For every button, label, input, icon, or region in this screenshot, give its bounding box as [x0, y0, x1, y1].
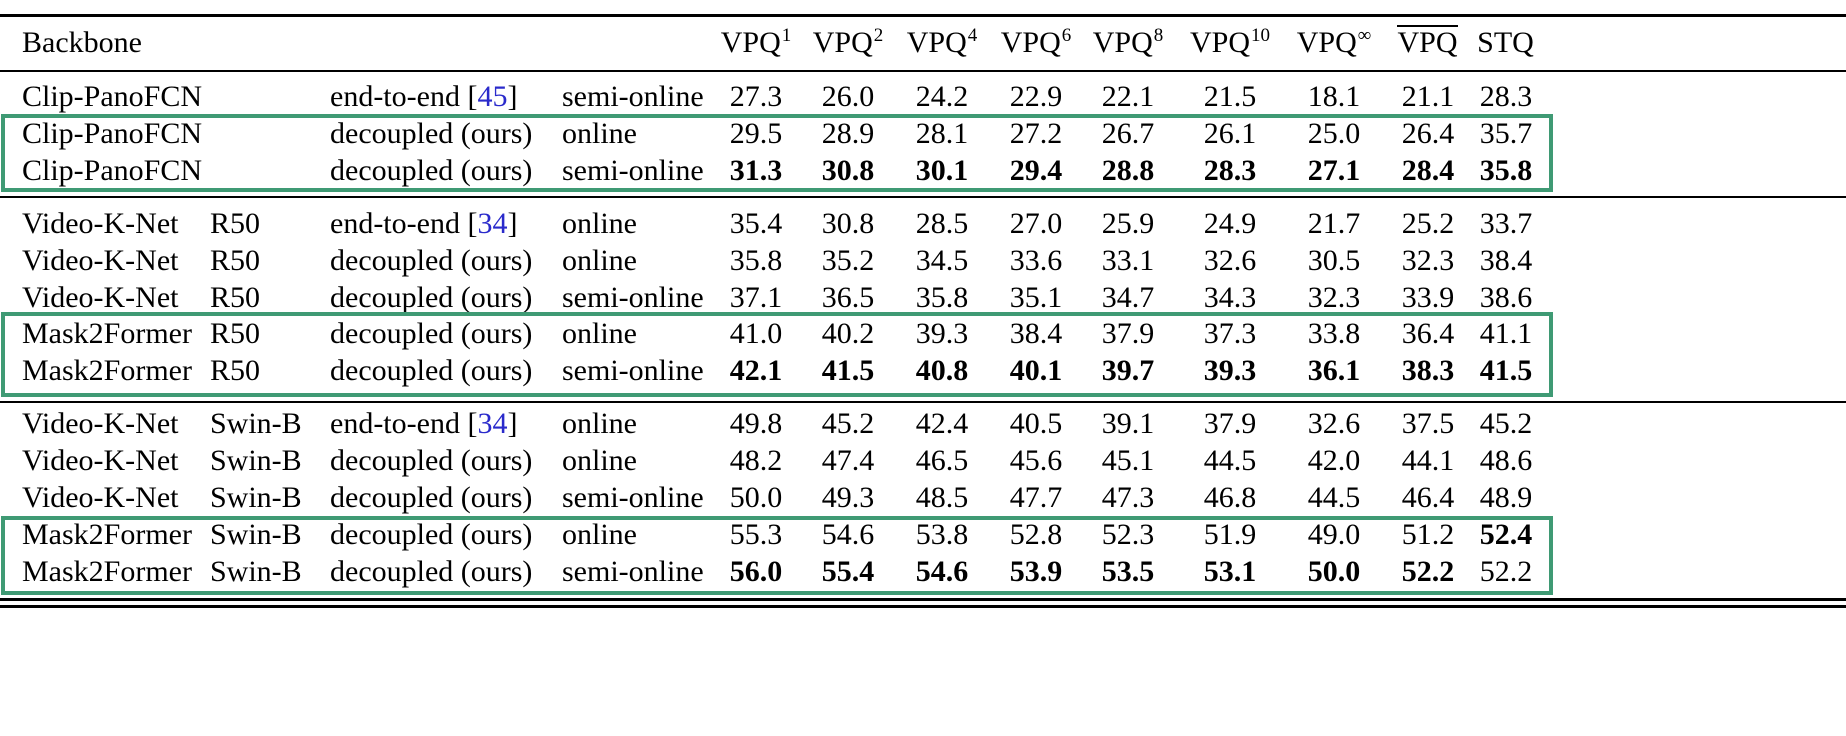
cell-backbone: Swin-B: [210, 481, 302, 514]
header-metric: [892, 22, 992, 64]
cell-value: 50.0: [1307, 555, 1361, 588]
cell-value: 28.9: [821, 117, 875, 150]
cell-value: 27.1: [1307, 154, 1361, 187]
cell-value: 38.4: [1009, 317, 1063, 350]
cell-value: 34.3: [1203, 281, 1257, 314]
table-row: [0, 440, 1846, 482]
cell-value: 35.2: [821, 244, 875, 277]
header-metric-base: VPQ: [1000, 26, 1061, 59]
cell-value: 40.8: [915, 354, 969, 387]
cell-backbone: R50: [210, 317, 261, 350]
cell-value: 28.1: [915, 117, 969, 150]
cell-value: 35.7: [1479, 117, 1533, 150]
cell-training: [330, 76, 517, 118]
group-rule-2: [0, 401, 1846, 403]
cell-training: [330, 403, 517, 445]
cell-value: 39.3: [1203, 354, 1257, 387]
cell-backbone: Swin-B: [210, 555, 302, 588]
cell-value: 27.0: [1009, 207, 1063, 240]
header-metric-sup: 8: [1153, 25, 1164, 46]
cell-mode: semi-online: [562, 154, 704, 187]
table-row: [0, 203, 1846, 245]
table-row: [0, 477, 1846, 519]
cell-value: 53.5: [1101, 555, 1155, 588]
training-text: end-to-end [: [330, 207, 478, 240]
cell-value: 32.6: [1307, 407, 1361, 440]
cell-value: 29.5: [729, 117, 783, 150]
cell-value: 53.9: [1009, 555, 1063, 588]
cell-value: 52.2: [1479, 555, 1533, 588]
header-metric: [1180, 22, 1280, 64]
cell-value: 41.1: [1479, 317, 1533, 350]
cell-value: 21.1: [1401, 80, 1455, 113]
training-text: decoupled (ours): [330, 555, 533, 588]
cell-model: Video-K-Net: [22, 444, 179, 477]
cell-training: [330, 240, 532, 282]
top-rule: [0, 14, 1846, 17]
cell-value: 24.9: [1203, 207, 1257, 240]
cell-value: 26.4: [1401, 117, 1455, 150]
cell-value: 50.0: [729, 481, 783, 514]
highlight-box-clip-panofcn: [1, 114, 1553, 192]
cell-model: Mask2Former: [22, 317, 192, 350]
training-text: end-to-end [: [330, 80, 478, 113]
cell-value: 32.3: [1401, 244, 1455, 277]
citation-link[interactable]: 45: [477, 80, 508, 113]
cell-value: 36.4: [1401, 317, 1455, 350]
cell-value: 28.4: [1401, 154, 1455, 187]
citation-bracket: ]: [507, 80, 518, 113]
cell-training: [330, 477, 532, 519]
cell-value: 38.6: [1479, 281, 1533, 314]
cell-value: 32.3: [1307, 281, 1361, 314]
header-metric-base: VPQ: [906, 26, 967, 59]
header-metric-base: VPQ: [1296, 26, 1357, 59]
cell-value: 49.8: [729, 407, 783, 440]
cell-value: 45.1: [1101, 444, 1155, 477]
header-metric: [986, 22, 1086, 64]
header-metric-base: VPQ: [812, 26, 873, 59]
cell-value: 33.9: [1401, 281, 1455, 314]
cell-value: 41.5: [1479, 354, 1533, 387]
citation-bracket: ]: [507, 407, 518, 440]
cell-value: 18.1: [1307, 80, 1361, 113]
cell-value: 30.5: [1307, 244, 1361, 277]
cell-value: 26.7: [1101, 117, 1155, 150]
cell-value: 37.3: [1203, 317, 1257, 350]
training-text: decoupled (ours): [330, 481, 533, 514]
header-metric-base: VPQ: [1189, 26, 1250, 59]
cell-value: 47.4: [821, 444, 875, 477]
cell-value: 40.2: [821, 317, 875, 350]
cell-backbone: R50: [210, 354, 261, 387]
cell-value: 29.4: [1009, 154, 1063, 187]
cell-mode: online: [562, 117, 637, 150]
cell-value: 40.1: [1009, 354, 1063, 387]
cell-model: Clip-PanoFCN: [22, 117, 203, 150]
training-text: decoupled (ours): [330, 444, 533, 477]
cell-backbone: Swin-B: [210, 407, 302, 440]
header-metric-sup: 4: [967, 25, 978, 46]
cell-value: 39.3: [915, 317, 969, 350]
training-text: decoupled (ours): [330, 518, 533, 551]
cell-value: 45.2: [1479, 407, 1533, 440]
cell-value: 42.1: [729, 354, 783, 387]
header-backbone: Backbone: [22, 26, 142, 59]
citation-link[interactable]: 34: [477, 407, 508, 440]
cell-value: 32.6: [1203, 244, 1257, 277]
header-metric: [1078, 22, 1178, 64]
table-row: [0, 76, 1846, 118]
cell-value: 35.1: [1009, 281, 1063, 314]
cell-training: [330, 203, 517, 245]
cell-value: 52.3: [1101, 518, 1155, 551]
cell-value: 30.8: [821, 154, 875, 187]
cell-value: 54.6: [821, 518, 875, 551]
cell-value: 26.1: [1203, 117, 1257, 150]
cell-value: 47.3: [1101, 481, 1155, 514]
cell-value: 30.1: [915, 154, 969, 187]
cell-value: 37.9: [1101, 317, 1155, 350]
cell-model: Video-K-Net: [22, 281, 179, 314]
cell-value: 56.0: [729, 555, 783, 588]
table-row: [0, 240, 1846, 282]
cell-backbone: R50: [210, 281, 261, 314]
cell-value: 33.7: [1479, 207, 1533, 240]
cell-training: [330, 440, 532, 482]
cell-backbone: R50: [210, 207, 261, 240]
cell-value: 33.8: [1307, 317, 1361, 350]
cell-value: 40.5: [1009, 407, 1063, 440]
cell-value: 28.8: [1101, 154, 1155, 187]
cell-value: 36.5: [821, 281, 875, 314]
cell-value: 34.5: [915, 244, 969, 277]
header-metric-sup: 6: [1061, 25, 1072, 46]
cell-value: 49.0: [1307, 518, 1361, 551]
cell-model: Video-K-Net: [22, 481, 179, 514]
cell-value: 54.6: [915, 555, 969, 588]
citation-bracket: ]: [507, 207, 518, 240]
cell-mode: semi-online: [562, 80, 704, 113]
bottom-rule-1: [0, 598, 1846, 601]
cell-mode: online: [562, 407, 637, 440]
cell-value: 44.5: [1203, 444, 1257, 477]
cell-mode: semi-online: [562, 281, 704, 314]
cell-value: 39.1: [1101, 407, 1155, 440]
cell-value: 28.3: [1479, 80, 1533, 113]
citation-link[interactable]: 34: [477, 207, 508, 240]
header-metric: [798, 22, 898, 64]
training-text: decoupled (ours): [330, 244, 533, 277]
cell-value: 37.9: [1203, 407, 1257, 440]
cell-value: 48.9: [1479, 481, 1533, 514]
header-metric: [1284, 22, 1384, 64]
cell-mode: online: [562, 444, 637, 477]
cell-value: 27.3: [729, 80, 783, 113]
cell-value: 45.2: [821, 407, 875, 440]
cell-model: Mask2Former: [22, 518, 192, 551]
header-metric-base: VPQ: [1092, 26, 1153, 59]
cell-mode: online: [562, 207, 637, 240]
cell-model: Mask2Former: [22, 555, 192, 588]
cell-value: 44.1: [1401, 444, 1455, 477]
cell-value: 35.8: [729, 244, 783, 277]
table-header: [0, 22, 1846, 64]
header-metric-base: VPQ: [1397, 26, 1458, 59]
header-metric: [1456, 22, 1556, 64]
training-text: decoupled (ours): [330, 354, 533, 387]
cell-value: 52.4: [1479, 518, 1533, 551]
cell-mode: semi-online: [562, 354, 704, 387]
cell-value: 41.5: [821, 354, 875, 387]
cell-value: 25.9: [1101, 207, 1155, 240]
cell-value: 25.0: [1307, 117, 1361, 150]
training-text: decoupled (ours): [330, 317, 533, 350]
cell-value: 21.5: [1203, 80, 1257, 113]
cell-value: 22.9: [1009, 80, 1063, 113]
cell-value: 48.6: [1479, 444, 1533, 477]
cell-value: 48.5: [915, 481, 969, 514]
cell-value: 45.6: [1009, 444, 1063, 477]
table-row: [0, 403, 1846, 445]
cell-value: 22.1: [1101, 80, 1155, 113]
cell-value: 34.7: [1101, 281, 1155, 314]
cell-value: 42.4: [915, 407, 969, 440]
cell-value: 46.5: [915, 444, 969, 477]
cell-mode: online: [562, 317, 637, 350]
cell-value: 36.1: [1307, 354, 1361, 387]
cell-value: 27.2: [1009, 117, 1063, 150]
cell-value: 21.7: [1307, 207, 1361, 240]
training-text: decoupled (ours): [330, 281, 533, 314]
cell-value: 26.0: [821, 80, 875, 113]
header-metric-sup: 1: [781, 25, 792, 46]
cell-value: 30.8: [821, 207, 875, 240]
cell-value: 55.3: [729, 518, 783, 551]
cell-backbone: R50: [210, 244, 261, 277]
cell-value: 35.4: [729, 207, 783, 240]
cell-model: Video-K-Net: [22, 244, 179, 277]
header-metric-base: STQ: [1477, 26, 1534, 59]
cell-mode: semi-online: [562, 481, 704, 514]
cell-value: 39.7: [1101, 354, 1155, 387]
cell-backbone: Swin-B: [210, 444, 302, 477]
cell-value: 33.1: [1101, 244, 1155, 277]
cell-value: 53.8: [915, 518, 969, 551]
highlight-box-mask2former-r50: [1, 312, 1553, 397]
cell-value: 28.5: [915, 207, 969, 240]
training-text: end-to-end [: [330, 407, 478, 440]
cell-value: 48.2: [729, 444, 783, 477]
training-text: decoupled (ours): [330, 117, 533, 150]
bottom-rule-2: [0, 605, 1846, 608]
cell-value: 46.8: [1203, 481, 1257, 514]
header-metric-sup: 10: [1251, 25, 1270, 46]
cell-value: 31.3: [729, 154, 783, 187]
header-metric-sup: ∞: [1357, 25, 1372, 46]
cell-value: 37.5: [1401, 407, 1455, 440]
cell-value: 49.3: [821, 481, 875, 514]
cell-value: 24.2: [915, 80, 969, 113]
cell-value: 35.8: [1479, 154, 1533, 187]
training-text: decoupled (ours): [330, 154, 533, 187]
header-metric-base: VPQ: [720, 26, 781, 59]
cell-value: 46.4: [1401, 481, 1455, 514]
cell-value: 35.8: [915, 281, 969, 314]
group-rule-1: [0, 196, 1846, 198]
highlight-box-mask2former-swinb: [1, 516, 1553, 595]
cell-mode: semi-online: [562, 555, 704, 588]
header-metric: [706, 22, 806, 64]
cell-value: 51.2: [1401, 518, 1455, 551]
cell-backbone: Swin-B: [210, 518, 302, 551]
cell-value: 52.8: [1009, 518, 1063, 551]
cell-value: 47.7: [1009, 481, 1063, 514]
header-rule: [0, 70, 1846, 72]
cell-mode: online: [562, 518, 637, 551]
cell-value: 38.3: [1401, 354, 1455, 387]
cell-value: 33.6: [1009, 244, 1063, 277]
cell-value: 51.9: [1203, 518, 1257, 551]
cell-value: 25.2: [1401, 207, 1455, 240]
cell-model: Video-K-Net: [22, 407, 179, 440]
cell-mode: online: [562, 244, 637, 277]
cell-value: 53.1: [1203, 555, 1257, 588]
cell-value: 44.5: [1307, 481, 1361, 514]
cell-value: 37.1: [729, 281, 783, 314]
cell-model: Clip-PanoFCN: [22, 154, 203, 187]
cell-value: 28.3: [1203, 154, 1257, 187]
cell-model: Mask2Former: [22, 354, 192, 387]
cell-model: Clip-PanoFCN: [22, 80, 203, 113]
cell-value: 38.4: [1479, 244, 1533, 277]
header-metric-sup: 2: [873, 25, 884, 46]
cell-model: Video-K-Net: [22, 207, 179, 240]
cell-value: 52.2: [1401, 555, 1455, 588]
cell-value: 55.4: [821, 555, 875, 588]
cell-value: 42.0: [1307, 444, 1361, 477]
cell-value: 41.0: [729, 317, 783, 350]
